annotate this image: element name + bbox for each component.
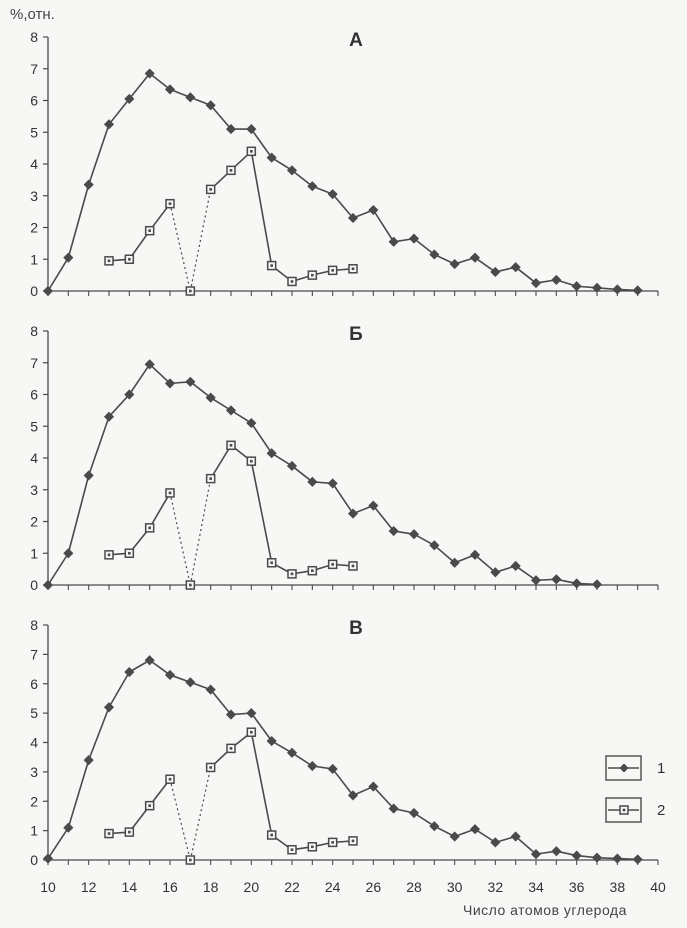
- data-point-square-dot: [209, 477, 212, 480]
- series-segment: [414, 239, 434, 255]
- data-point-square-dot: [209, 766, 212, 769]
- x-tick-label: 12: [80, 879, 97, 895]
- data-point-square-dot: [291, 573, 294, 576]
- y-tick-label: 0: [30, 283, 38, 299]
- data-point-diamond: [410, 809, 419, 818]
- series-segment-dotted: [190, 189, 210, 291]
- series-segment: [516, 267, 536, 283]
- data-point-square-dot: [352, 565, 355, 568]
- series-segment-dotted: [190, 479, 210, 585]
- series-segment: [89, 707, 109, 760]
- series-segment: [89, 124, 109, 184]
- series-segment: [109, 99, 129, 124]
- data-point-square-dot: [250, 731, 253, 734]
- panel-title: Б: [349, 324, 363, 345]
- x-tick-label: 16: [162, 879, 178, 895]
- data-point-diamond: [389, 237, 398, 246]
- y-tick-label: 3: [30, 481, 38, 498]
- data-point-diamond: [633, 855, 642, 864]
- y-tick-label: 7: [30, 354, 38, 371]
- data-point-diamond: [593, 853, 602, 862]
- series-segment: [150, 364, 170, 383]
- legend-square-dot: [623, 809, 626, 812]
- y-tick-label: 1: [30, 251, 38, 268]
- data-point-square-dot: [148, 229, 151, 232]
- x-tick-label: 34: [528, 879, 544, 895]
- series-segment: [48, 553, 68, 585]
- x-tick-label: 26: [365, 879, 382, 895]
- legend-label: 2: [657, 802, 666, 819]
- x-tick-label: 32: [487, 879, 504, 895]
- panel-title: В: [349, 618, 363, 639]
- y-tick-label: 1: [30, 822, 38, 839]
- data-point-diamond: [450, 260, 459, 269]
- series-segment: [211, 105, 231, 129]
- series-segment: [292, 466, 312, 482]
- data-point-diamond: [64, 823, 73, 832]
- legend-label: 1: [657, 760, 666, 777]
- series-segment: [373, 506, 393, 531]
- y-tick-label: 4: [30, 450, 38, 466]
- y-tick-label: 2: [30, 793, 38, 810]
- data-point-diamond: [227, 406, 236, 415]
- data-point-diamond: [84, 180, 93, 189]
- data-point-diamond: [125, 668, 134, 677]
- data-point-square-dot: [148, 804, 151, 807]
- data-point-square-dot: [331, 269, 334, 272]
- y-tick-label: 8: [30, 323, 38, 339]
- series-segment: [68, 185, 88, 258]
- data-point-square-dot: [230, 169, 233, 172]
- series-segment: [251, 461, 271, 563]
- data-point-square-dot: [189, 584, 192, 587]
- x-tick-label: 22: [284, 879, 300, 895]
- data-point-diamond: [572, 282, 581, 291]
- series-segment: [251, 732, 271, 835]
- y-tick-label: 0: [30, 577, 38, 593]
- y-tick-label: 4: [30, 156, 38, 172]
- x-tick-label: 28: [406, 879, 422, 895]
- data-point-diamond: [84, 756, 93, 765]
- data-point-square-dot: [209, 188, 212, 191]
- data-point-square-dot: [311, 845, 314, 848]
- series-segment: [109, 395, 129, 417]
- data-point-square-dot: [230, 444, 233, 447]
- series-segment: [129, 364, 149, 394]
- series-segment: [150, 74, 170, 90]
- legend: [606, 756, 665, 822]
- data-point-square-dot: [311, 274, 314, 277]
- data-point-diamond: [552, 575, 561, 584]
- data-point-square-dot: [169, 778, 172, 781]
- data-point-diamond: [430, 822, 439, 831]
- series-segment: [333, 769, 353, 795]
- series-segment: [373, 210, 393, 242]
- data-point-diamond: [308, 762, 317, 771]
- data-point-diamond: [593, 580, 602, 589]
- y-tick-label: 2: [30, 513, 38, 530]
- series-segment: [475, 555, 495, 572]
- data-point-square-dot: [291, 848, 294, 851]
- panel-b: [30, 323, 658, 593]
- y-tick-label: 2: [30, 219, 38, 236]
- data-point-diamond: [491, 838, 500, 847]
- series-segment: [211, 690, 231, 715]
- y-tick-label: 6: [30, 386, 38, 403]
- x-tick-label: 14: [121, 879, 138, 895]
- data-point-diamond: [44, 581, 53, 590]
- x-tick-label: 18: [202, 879, 219, 895]
- series-segment: [211, 445, 231, 478]
- y-tick-label: 3: [30, 763, 38, 780]
- y-tick-label: 3: [30, 187, 38, 204]
- x-axis-label: Число атомов углерода: [463, 902, 627, 918]
- series-segment-dotted: [170, 493, 190, 585]
- data-point-square-dot: [108, 554, 111, 557]
- data-point-square-dot: [311, 569, 314, 572]
- legend-item-2: [606, 798, 665, 822]
- data-point-diamond: [572, 579, 581, 588]
- series-segment: [48, 258, 68, 291]
- series-segment: [68, 760, 88, 828]
- series-segment: [333, 194, 353, 218]
- data-point-square-dot: [270, 834, 273, 837]
- y-tick-label: 7: [30, 646, 38, 663]
- data-point-diamond: [84, 471, 93, 480]
- data-point-square-dot: [230, 747, 233, 750]
- y-tick-label: 5: [30, 418, 38, 435]
- data-point-square-dot: [250, 150, 253, 153]
- legend-diamond-marker: [620, 764, 629, 773]
- data-point-diamond: [267, 449, 276, 458]
- data-point-square-dot: [108, 260, 111, 263]
- series-segment: [333, 483, 353, 513]
- y-tick-label: 6: [30, 675, 38, 692]
- series-segment: [516, 566, 536, 580]
- data-point-diamond: [410, 530, 419, 539]
- y-tick-label: 5: [30, 705, 38, 722]
- panel-a: [30, 29, 658, 299]
- series-segment-dotted: [190, 767, 210, 860]
- data-point-diamond: [613, 854, 622, 863]
- data-point-square-dot: [270, 264, 273, 267]
- x-tick-label: 30: [446, 879, 463, 895]
- y-tick-label: 6: [30, 92, 38, 109]
- data-point-square-dot: [352, 840, 355, 843]
- data-point-square-dot: [128, 258, 131, 261]
- data-point-square-dot: [331, 563, 334, 566]
- data-point-diamond: [288, 748, 297, 757]
- data-point-square-dot: [189, 859, 192, 862]
- series-segment: [251, 151, 271, 265]
- y-tick-label: 8: [30, 617, 38, 633]
- series-segment-dotted: [170, 779, 190, 860]
- series-segment: [150, 493, 170, 528]
- data-point-diamond: [552, 275, 561, 284]
- series-segment: [292, 170, 312, 186]
- series-segment: [89, 417, 109, 476]
- series-segment: [373, 787, 393, 809]
- series-segment: [68, 475, 88, 553]
- data-point-square-dot: [250, 460, 253, 463]
- data-point-diamond: [328, 479, 337, 488]
- x-tick-label: 10: [40, 879, 56, 895]
- y-tick-label: 0: [30, 852, 38, 868]
- data-point-square-dot: [128, 831, 131, 834]
- legend-item-1: [606, 756, 665, 780]
- x-tick-label: 36: [568, 879, 585, 895]
- data-point-diamond: [471, 825, 480, 834]
- data-point-diamond: [186, 678, 195, 687]
- data-point-diamond: [369, 206, 378, 215]
- data-point-square-dot: [148, 527, 151, 530]
- data-point-diamond: [105, 703, 114, 712]
- data-point-square-dot: [169, 202, 172, 205]
- data-point-diamond: [44, 287, 53, 296]
- data-point-square-dot: [169, 492, 172, 495]
- data-point-diamond: [349, 509, 358, 518]
- series-segment-dotted: [170, 204, 190, 291]
- series-segment: [150, 660, 170, 675]
- series-segment: [475, 258, 495, 272]
- series-segment: [251, 423, 271, 453]
- series-segment: [190, 382, 210, 398]
- series-2: [105, 441, 357, 589]
- data-point-square-dot: [189, 290, 192, 293]
- data-point-diamond: [572, 851, 581, 860]
- data-point-diamond: [247, 419, 256, 428]
- x-tick-label: 40: [650, 879, 666, 895]
- data-point-square-dot: [331, 841, 334, 844]
- data-point-diamond: [64, 253, 73, 262]
- data-point-diamond: [633, 286, 642, 295]
- panel-title: А: [349, 30, 363, 51]
- y-axis-label: %,отн.: [10, 6, 55, 23]
- data-point-square-dot: [108, 832, 111, 835]
- y-tick-label: 7: [30, 60, 38, 77]
- series-segment: [129, 74, 149, 99]
- data-point-square-dot: [270, 561, 273, 564]
- data-point-diamond: [552, 847, 561, 856]
- x-tick-label: 38: [609, 879, 626, 895]
- y-tick-label: 8: [30, 29, 38, 45]
- data-point-diamond: [64, 549, 73, 558]
- data-point-square-dot: [128, 552, 131, 555]
- data-point-square-dot: [352, 267, 355, 270]
- series-segment: [48, 828, 68, 859]
- y-tick-label: 5: [30, 124, 38, 141]
- data-point-square-dot: [291, 280, 294, 283]
- data-point-diamond: [450, 832, 459, 841]
- data-point-diamond: [613, 285, 622, 294]
- series-segment: [109, 672, 129, 707]
- series-segment: [434, 545, 454, 562]
- data-point-diamond: [186, 93, 195, 102]
- series-2: [105, 728, 357, 864]
- panel-v: [30, 617, 666, 895]
- x-tick-label: 24: [324, 879, 341, 895]
- series-2: [105, 147, 357, 295]
- x-tick-label: 20: [243, 879, 260, 895]
- series-segment: [516, 837, 536, 855]
- data-point-diamond: [44, 854, 53, 863]
- y-tick-label: 1: [30, 545, 38, 562]
- y-tick-label: 4: [30, 734, 38, 751]
